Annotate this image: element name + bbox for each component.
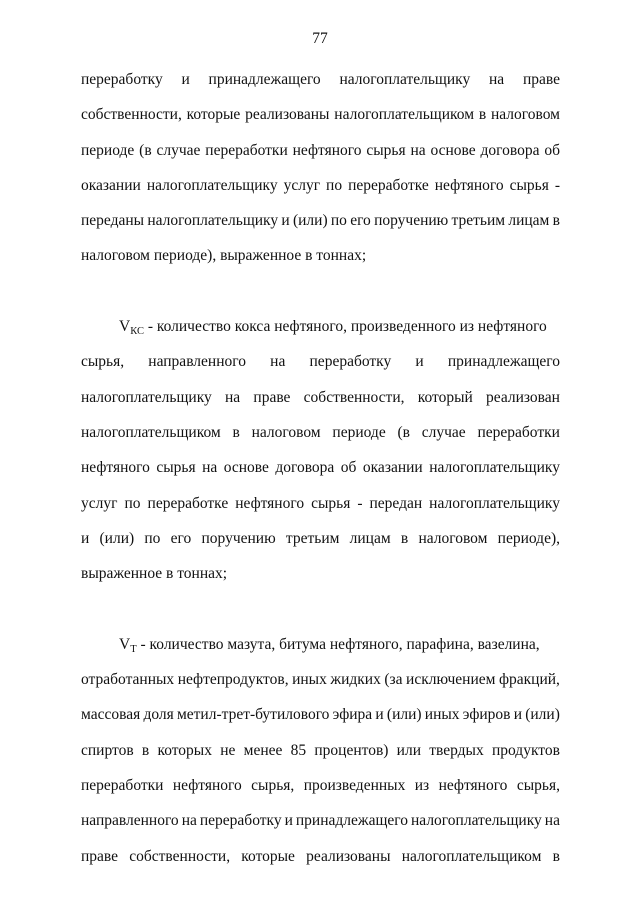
word: не <box>220 741 236 759</box>
word: третьим <box>451 212 506 230</box>
word: реализованы <box>306 847 391 865</box>
word: в <box>232 423 240 441</box>
word: (или) <box>99 529 135 547</box>
word: на <box>202 459 218 477</box>
word: принадлежащего <box>208 71 321 88</box>
word: праве <box>81 847 119 865</box>
word: поручению <box>374 212 449 230</box>
word: на <box>488 71 505 88</box>
word: услуг <box>81 494 118 512</box>
word: сырья, <box>251 776 295 794</box>
word: реализован <box>486 388 560 406</box>
text-line <box>81 133 560 168</box>
text-line: выраженное в тоннах; <box>81 565 228 583</box>
word: сырья <box>509 176 549 194</box>
word: налоговом <box>251 423 321 441</box>
word: метил-трет-бутилового <box>176 706 330 724</box>
definition-text: - количество мазута, битума нефтяного, парафина, вазелина, <box>136 635 540 653</box>
word: - <box>554 176 560 194</box>
text-line <box>81 662 560 697</box>
word: налогоплательщику <box>429 494 560 512</box>
word: (в <box>397 423 410 441</box>
text-line <box>81 839 560 874</box>
text-line <box>81 415 560 450</box>
text-line <box>81 62 560 97</box>
word: принадлежащего <box>447 353 560 371</box>
word: собственности, <box>129 847 231 865</box>
text-line-first <box>81 309 560 344</box>
word: и <box>181 71 190 88</box>
text-line-first <box>81 627 560 662</box>
word: и <box>284 812 293 830</box>
word: которых <box>157 741 212 759</box>
word: праве <box>522 71 560 88</box>
word: праве <box>253 388 291 406</box>
word: процентов) <box>314 741 389 759</box>
word: которые <box>241 847 295 865</box>
word: налоговом <box>490 106 560 124</box>
word: нефтяного <box>292 141 362 159</box>
word: собственности, <box>303 388 405 406</box>
word: переработку <box>309 353 392 371</box>
word: - <box>357 494 363 512</box>
word: об <box>544 141 560 159</box>
word: налогоплательщику <box>411 812 542 830</box>
document-body <box>81 62 560 874</box>
word: который <box>417 388 473 406</box>
word: сырья <box>366 141 406 159</box>
word: периоде <box>332 423 386 441</box>
word: налогоплательщиком <box>334 106 475 124</box>
word: исключением <box>406 671 496 689</box>
word: налогоплательщику <box>429 459 560 477</box>
word: реализованы <box>245 106 330 124</box>
text-line <box>81 380 560 415</box>
text-line <box>81 168 560 203</box>
word: доля <box>143 706 174 724</box>
word: налогоплательщику <box>81 388 212 406</box>
word: по <box>144 529 161 547</box>
word: нефтяного <box>235 494 305 512</box>
word: налогоплательщиком <box>81 423 221 441</box>
word: сырья <box>156 459 196 477</box>
word: переработки <box>81 776 164 794</box>
word: или <box>396 741 421 759</box>
word: в <box>552 847 560 865</box>
word: на <box>410 141 426 159</box>
word: переработку <box>81 71 163 88</box>
text-line <box>81 344 560 379</box>
word: произведенных <box>303 776 406 794</box>
word: направленного <box>81 812 179 830</box>
word: лицам <box>508 212 550 230</box>
word: массовая <box>81 706 141 724</box>
word: услуг <box>283 176 321 194</box>
word: (или) <box>525 706 560 724</box>
word: и <box>81 529 90 547</box>
word: и <box>513 706 522 724</box>
word: на <box>270 353 286 371</box>
word: отработанных <box>81 671 175 689</box>
word: (или) <box>292 212 328 230</box>
word: эфира <box>332 706 373 724</box>
word: налогоплательщику <box>146 176 278 194</box>
word: фракций, <box>498 671 560 689</box>
word: оказании <box>81 176 141 194</box>
word: случае <box>421 423 466 441</box>
word: основе <box>223 459 269 477</box>
word: (в <box>139 141 152 159</box>
word: из <box>414 776 430 794</box>
word: налогоплательщику <box>339 71 471 88</box>
word: (за <box>384 671 403 689</box>
word: нефтепродуктов, <box>177 671 289 689</box>
word: лицам <box>349 529 391 547</box>
word: об <box>340 459 357 477</box>
word: 85 <box>290 741 307 759</box>
word: передан <box>369 494 423 512</box>
variable-v-kc: $V_{КС}$ <box>119 318 144 338</box>
word: переработку <box>199 812 282 830</box>
word: периоде <box>81 141 135 159</box>
word: в <box>478 106 487 124</box>
word: направленного <box>148 353 246 371</box>
word: по <box>326 176 343 194</box>
page-number: 77 <box>312 30 328 47</box>
word: сырья, <box>81 353 125 371</box>
word: третьим <box>285 529 340 547</box>
text-line <box>81 803 560 838</box>
word: переданы <box>81 212 145 230</box>
word: продуктов <box>491 741 560 759</box>
paragraph-gap <box>81 591 560 626</box>
paragraph-2 <box>81 309 560 591</box>
word: и <box>415 353 424 371</box>
word: нефтяного <box>81 459 150 477</box>
word: которые <box>186 106 241 124</box>
word: налогоплательщику <box>147 212 279 230</box>
word: на <box>544 812 560 830</box>
word: поручению <box>201 529 276 547</box>
text-line <box>81 768 560 803</box>
text-line <box>81 203 560 238</box>
word: спиртов <box>81 741 134 759</box>
word: нефтяного <box>172 776 242 794</box>
word: его <box>170 529 192 547</box>
word: в <box>141 741 150 759</box>
word: и <box>281 212 290 230</box>
paragraph-1 <box>81 62 560 274</box>
word: в <box>400 529 409 547</box>
word: налоговом <box>418 529 488 547</box>
word: сырья, <box>516 776 560 794</box>
word: случае <box>156 141 201 159</box>
word: (или) <box>386 706 422 724</box>
word: переработке <box>147 494 229 512</box>
word: на <box>181 812 197 830</box>
paragraph-3 <box>81 627 560 874</box>
word: и <box>375 706 384 724</box>
text-line <box>81 733 560 768</box>
word: переработки <box>205 141 288 159</box>
text-line <box>81 697 560 732</box>
text-line: налоговом периоде), выраженное в тоннах; <box>81 247 367 265</box>
definition-text: - количество кокса нефтяного, произведенного из нефтяного <box>143 318 547 336</box>
word: договора <box>480 141 540 159</box>
word: эфиров <box>462 706 511 724</box>
word: в <box>552 212 560 230</box>
word: на <box>225 388 241 406</box>
word: нефтяного <box>434 176 504 194</box>
word: менее <box>243 741 283 759</box>
word: по <box>330 212 347 230</box>
word: его <box>350 212 371 230</box>
text-line <box>81 450 560 485</box>
text-line <box>81 486 560 521</box>
text-line <box>81 521 560 556</box>
word: сырья <box>311 494 351 512</box>
word: иных <box>292 671 327 689</box>
text-line <box>81 97 560 132</box>
paragraph-gap <box>81 274 560 309</box>
word: нефтяного <box>438 776 508 794</box>
word: оказании <box>362 459 423 477</box>
word: периоде), <box>497 529 560 547</box>
word: переработке <box>348 176 429 194</box>
word: по <box>124 494 141 512</box>
word: переработки <box>477 423 560 441</box>
word: твердых <box>429 741 484 759</box>
word: жидких <box>330 671 381 689</box>
word: собственности, <box>81 106 182 124</box>
variable-v-t: $V_Т$ <box>119 635 137 655</box>
word: основе <box>430 141 476 159</box>
word: налогоплательщиком <box>401 847 542 865</box>
word: иных <box>424 706 460 724</box>
word: договора <box>275 459 335 477</box>
word: принадлежащего <box>295 812 409 830</box>
